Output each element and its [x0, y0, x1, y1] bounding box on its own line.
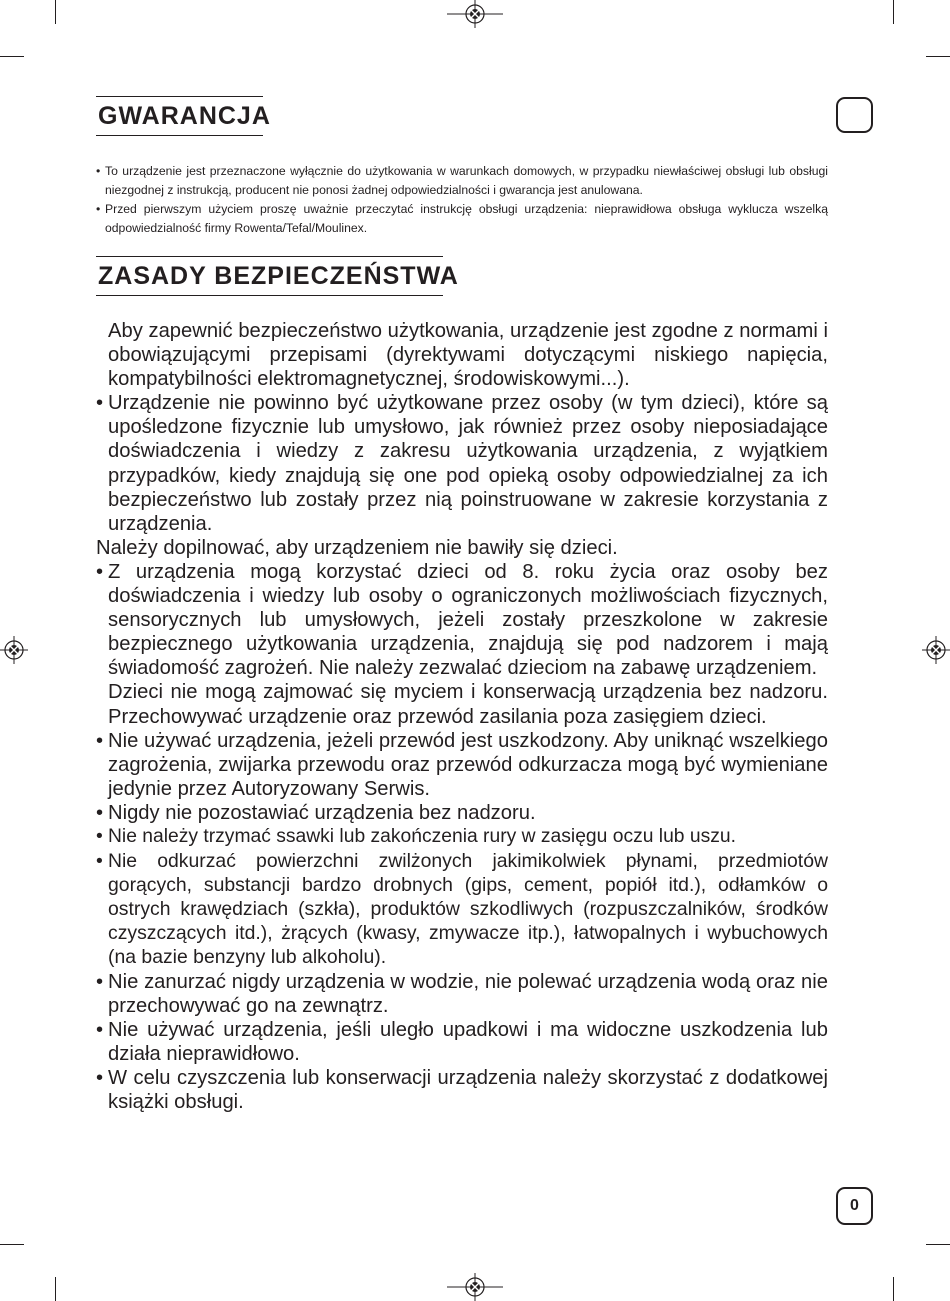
safety-item-text: Urządzenie nie powinno być użytkowane przez osoby (w tym dzieci), które są upośledzone fizycznie lub umysłowo, jak również przez osoby nieposiadające doświadczenia i wiedzy z zakresu użytkowania urządzenia, z wyjątkiem przypadków, kiedy znajdują się one pod opieką osoby odpowiedzialnej za ich bezpieczeństwo lub zostały przez nią poinstruowane w zakresie korzystania z urządzenia. [108, 392, 828, 535]
bullet: • [96, 1018, 104, 1041]
list-item [96, 970, 828, 1018]
safety-heading: ZASADY BEZPIECZEŃSTWA [96, 256, 443, 296]
crop-mark [0, 1244, 24, 1245]
crop-mark [893, 1277, 894, 1301]
list-item [96, 391, 828, 536]
registration-mark-icon [0, 636, 28, 664]
bullet: • [96, 1066, 104, 1089]
safety-item-text: Z urządzenia mogą korzystać dzieci od 8. roku życia oraz osoby bez doświadczenia i wiedzy lub osoby o ograniczonych możliwościach fizycznych, sensorycznych lub umysłowych, jeżeli zostały przeszkolone w zakresie bezpiecznego użytkowania urządzenia, znajdują się pod nadzorem i mają świadomość zagrożeń. Nie należy zezwalać dzieciom na zabawę urządzeniem. [108, 560, 828, 680]
registration-mark-icon [447, 1273, 503, 1301]
bullet: • [96, 392, 104, 415]
safety-item-text: Nie należy trzymać ssawki lub zakończenia rury w zasięgu oczu lub uszu. [108, 825, 736, 847]
warranty-heading: GWARANCJA [96, 96, 263, 136]
bullet: • [96, 729, 104, 752]
list-item [96, 1066, 828, 1114]
safety-item-text: Nie odkurzać powierzchni zwilżonych jakimikolwiek płynami, przedmiotów gorących, substancji bardzo drobnych (gips, cement, popiół itd.), odłamków o ostrych krawędziach (szkła), produktów szkodliwych (rozpuszczalników, środków czyszczących itd.), żrących (kwasy, zmywacze itp.), łatwopalnych i wybuchowych (na bazie benzyny lub alkoholu). [108, 850, 828, 969]
language-tab-icon [836, 97, 873, 133]
warranty-item-text: Przed pierwszym użyciem proszę uważnie przeczytać instrukcję obsługi urządzenia: nieprawidłowa obsługa wyklucza wszelką odpowiedzialność firmy Rowenta/Tefal/Moulinex. [105, 202, 828, 235]
bullet: • [96, 801, 104, 824]
crop-mark [893, 0, 894, 24]
list-item [96, 825, 828, 849]
crop-mark [55, 1277, 56, 1301]
warranty-list [96, 162, 828, 238]
safety-body [96, 319, 828, 1114]
list-item [96, 1018, 828, 1066]
safety-item-text: Nie używać urządzenia, jeśli uległo upadkowi i ma widoczne uszkodzenia lub działa nieprawidłowo. [108, 1018, 828, 1065]
safety-note: Należy dopilnować, aby urządzeniem nie bawiły się dzieci. [96, 536, 618, 559]
crop-mark [0, 56, 24, 57]
list-item [96, 801, 828, 825]
list-item [96, 200, 828, 238]
registration-mark-icon [922, 636, 950, 664]
bullet: • [96, 850, 103, 873]
bullet: • [96, 825, 103, 847]
safety-intro: Aby zapewnić bezpieczeństwo użytkowania, urządzenie jest zgodne z normami i obowiązującymi przepisami (dyrektywami dotyczącymi niskiego napięcia, kompatybilności elektromagnetycznej, środowiskowymi...). [108, 320, 828, 391]
list-item [96, 162, 828, 200]
bullet: • [96, 560, 104, 583]
list-item [96, 560, 828, 680]
crop-mark [926, 1244, 950, 1245]
list-item [96, 849, 828, 969]
safety-item-text: Nie używać urządzenia, jeżeli przewód jest uszkodzony. Aby uniknąć wszelkiego zagrożenia, zwijarka przewodu oraz przewód odkurzacza mogą być wymieniane jedynie przez Autoryzowany Serwis. [108, 729, 828, 800]
bullet: • [96, 202, 101, 216]
registration-mark-icon [447, 0, 503, 28]
safety-item-text: Nie zanurzać nigdy urządzenia w wodzie, nie polewać urządzenia wodą oraz nie przechowywać go na zewnątrz. [108, 970, 828, 1017]
crop-mark [55, 0, 56, 24]
safety-item-text: W celu czyszczenia lub konserwacji urządzenia należy skorzystać z dodatkowej książki obsługi. [108, 1066, 828, 1113]
warranty-item-text: To urządzenie jest przeznaczone wyłącznie do użytkowania w warunkach domowych, w przypadku niewłaściwej obsługi lub obsługi niezgodnej z instrukcją, producent nie ponosi żadnej odpowiedzialności i gwarancja jest anulowana. [105, 164, 828, 197]
list-item [96, 729, 828, 801]
safety-note: Dzieci nie mogą zajmować się myciem i konserwacją urządzenia bez nadzoru. Przechowywać urządzenie oraz przewód zasilania poza zasięgiem dzieci. [108, 681, 828, 728]
bullet: • [96, 970, 104, 993]
safety-item-text: Nigdy nie pozostawiać urządzenia bez nadzoru. [108, 801, 536, 824]
bullet: • [96, 164, 101, 178]
crop-mark [926, 56, 950, 57]
page-number: 0 [836, 1187, 873, 1225]
